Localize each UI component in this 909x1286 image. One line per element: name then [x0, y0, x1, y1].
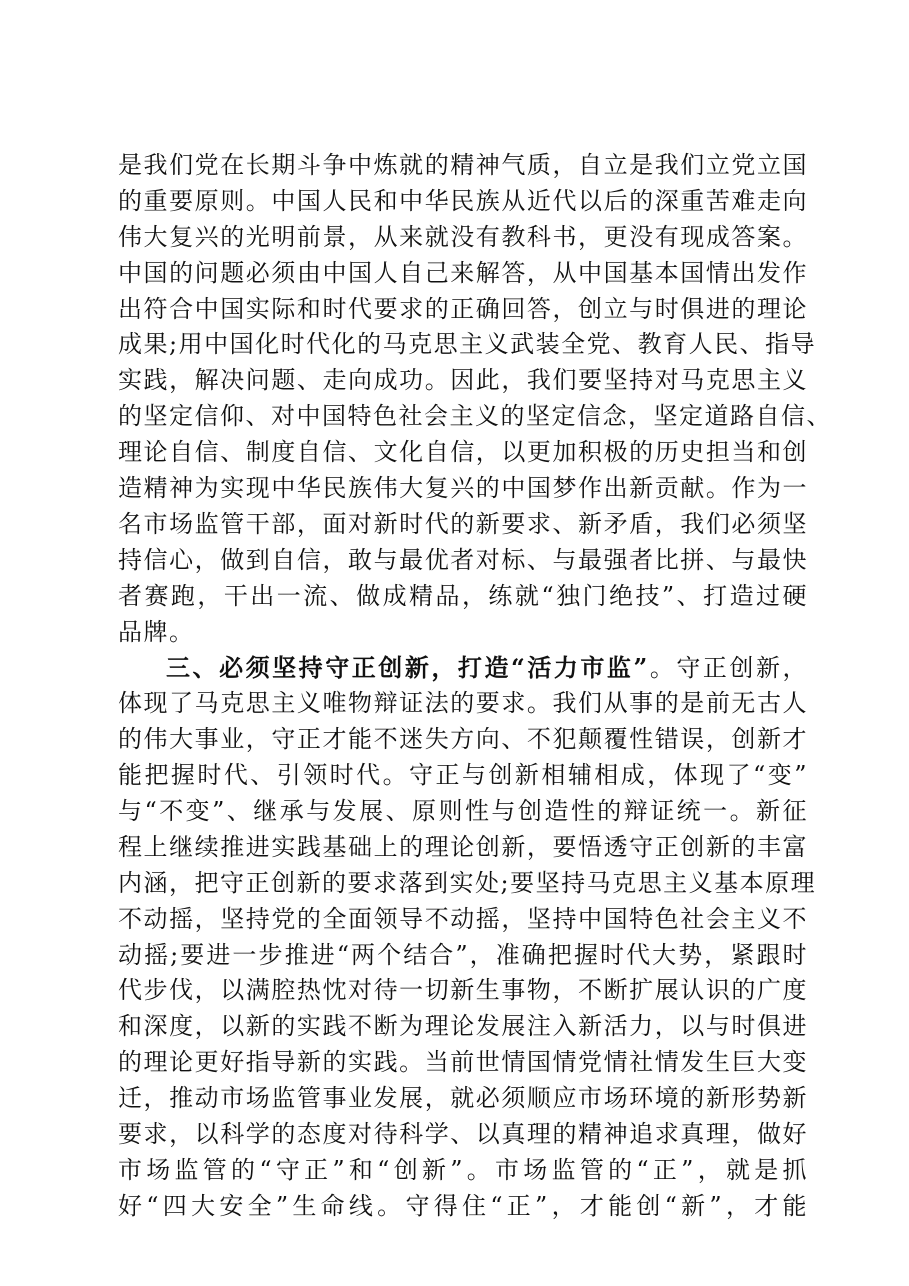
text-line: 的理论更好指导新的实践。当前世情国情党情社情发生巨大变	[118, 1048, 808, 1077]
text-line: 持信心，做到自信，敢与最优者对标、与最强者比拼、与最快	[118, 545, 808, 574]
text-line: 和深度，以新的实践不断为理论发展注入新活力，以与时俱进	[118, 1012, 808, 1041]
text-line: 迁，推动市场监管事业发展，就必须顺应市场环境的新形势新	[118, 1084, 808, 1113]
text-line: 好“四大安全”生命线。守得住“正”，才能创“新”，才能	[118, 1191, 808, 1220]
text-line: 是我们党在长期斗争中炼就的精神气质，自立是我们立党立国	[118, 151, 808, 179]
text-line: 能把握时代、引领时代。守正与创新相辅相成，体现了“变”	[118, 761, 808, 790]
text-line: 的重要原则。中国人民和中华民族从近代以后的深重苦难走向	[118, 186, 808, 215]
text-line: 理论自信、制度自信、文化自信，以更加积极的历史担当和创	[118, 438, 808, 467]
text-line: 伟大复兴的光明前景，从来就没有教科书，更没有现成答案。	[118, 222, 808, 251]
text-line: 要求，以科学的态度对待科学、以真理的精神追求真理，做好	[118, 1120, 808, 1149]
text-line: 者赛跑，干出一流、做成精品，练就“独门绝技”、打造过硬	[118, 581, 808, 610]
text-line: 的坚定信仰、对中国特色社会主义的坚定信念，坚定道路自信、	[118, 402, 832, 431]
text-line: 市场监管的“守正”和“创新”。市场监管的“正”，就是抓	[118, 1155, 808, 1184]
document-body	[118, 148, 832, 1225]
text-line: 成果;用中国化时代化的马克思主义武装全党、教育人民、指导	[118, 330, 817, 359]
text-line: 实践，解决问题、走向成功。因此，我们要坚持对马克思主义	[118, 366, 808, 395]
paragraph-1	[118, 148, 832, 650]
text-line: 内涵，把守正创新的要求落到实处;要坚持马克思主义基本原理	[118, 868, 817, 897]
text-line: 与“不变”、继承与发展、原则性与创造性的辩证统一。新征	[118, 797, 808, 826]
section-heading: 三、必须坚持守正创新，打造“活力市监”	[166, 653, 649, 683]
text-line: 动摇;要进一步推进“两个结合”，准确把握时代大势，紧跟时	[118, 940, 808, 969]
text-line: 品牌。	[118, 617, 195, 646]
text-line: 代步伐，以满腔热忱对待一切新生事物，不断扩展认识的广度	[118, 976, 808, 1005]
section-heading-line	[118, 650, 808, 686]
text-line: 的伟大事业，守正才能不迷失方向、不犯颠覆性错误，创新才	[118, 725, 808, 754]
text-line: 中国的问题必须由中国人自己来解答，从中国基本国情出发作	[118, 258, 808, 287]
text-line: 程上继续推进实践基础上的理论创新，要悟透守正创新的丰富	[118, 832, 808, 861]
section-heading-tail: 。守正创新，	[648, 654, 809, 683]
text-line: 造精神为实现中华民族伟大复兴的中国梦作出新贡献。作为一	[118, 474, 808, 503]
paragraph-2	[118, 650, 817, 1224]
text-line: 体现了马克思主义唯物辩证法的要求。我们从事的是前无古人	[118, 689, 808, 718]
text-line: 不动摇，坚持党的全面领导不动摇，坚持中国特色社会主义不	[118, 904, 808, 933]
text-line: 名市场监管干部，面对新时代的新要求、新矛盾，我们必须坚	[118, 509, 808, 538]
text-line: 出符合中国实际和时代要求的正确回答，创立与时俱进的理论	[118, 294, 808, 323]
